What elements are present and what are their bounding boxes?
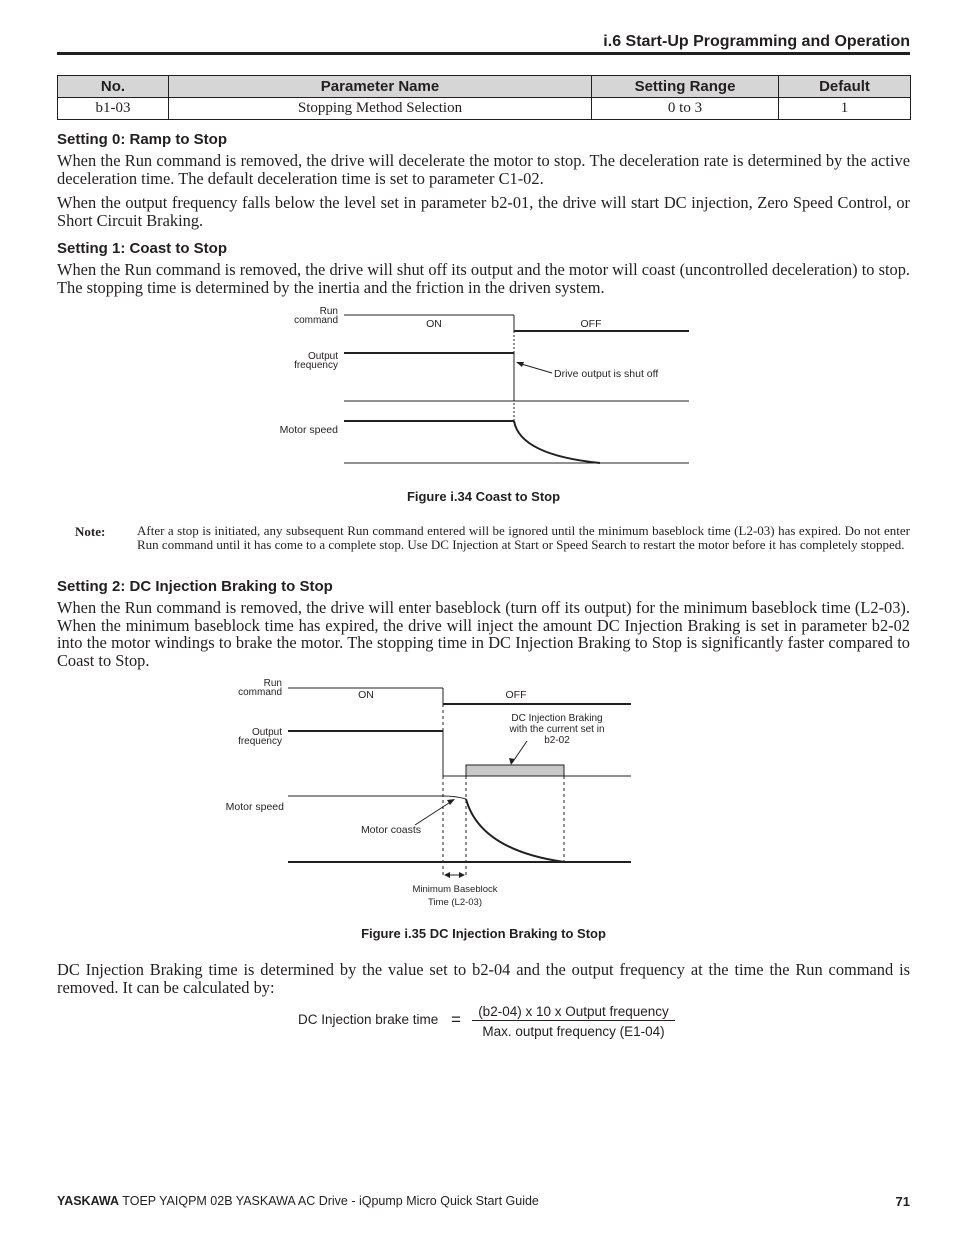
- formula-numerator: (b2-04) x 10 x Output frequency: [472, 1004, 675, 1021]
- baseblock-label-1: Minimum Baseblock: [412, 884, 498, 895]
- setting0-paragraph-1: When the Run command is removed, the drive will decelerate the motor to stop. The deceleration rate is determined by the active deceleration time. The default deceleration time is set to parameter C1-02.: [57, 151, 910, 188]
- coasts-arrow-line: [415, 801, 452, 825]
- dc-braking-label-3: b2-02: [544, 735, 570, 746]
- note-text: After a stop is initiated, any subsequent Run command entered will be ignored until the minimum baseblock time (L2-03) has expired. Do not enter Run command until it has come to a complete stop. Use DC Injection at Start or Speed Search to restart the motor before it has completely stopped.: [137, 523, 910, 553]
- motor-braking-curve: [466, 799, 564, 862]
- shutoff-label: Drive output is shut off: [554, 368, 659, 380]
- off-label: OFF: [505, 689, 527, 701]
- column-header-no: No.: [58, 76, 169, 98]
- cell-parameter-name: Stopping Method Selection: [169, 98, 592, 120]
- on-label: ON: [426, 318, 442, 330]
- run-command-label-2: command: [238, 687, 282, 698]
- formula-left-label: DC Injection brake time: [298, 1012, 439, 1027]
- column-header-parameter-name: Parameter Name: [169, 76, 592, 98]
- section-header: i.6 Start-Up Programming and Operation: [57, 33, 910, 55]
- cell-no: b1-03: [58, 98, 169, 120]
- setting0-paragraph-2: When the output frequency falls below the level set in parameter b2-01, the drive will start DC injection, Zero Speed Control, or Short Circuit Braking.: [57, 193, 910, 230]
- setting0-heading: Setting 0: Ramp to Stop: [57, 131, 227, 148]
- footer-document-title: [57, 1194, 539, 1208]
- shutoff-arrow-head: [516, 362, 524, 367]
- baseblock-label-2: Time (L2-03): [427, 897, 483, 908]
- output-frequency-label-1: Output: [251, 727, 282, 738]
- page-number: 71: [895, 1194, 910, 1209]
- figure-dc-injection-braking: [0, 670, 954, 915]
- formula-equals: =: [451, 1010, 461, 1029]
- run-command-label-2: command: [294, 315, 338, 326]
- output-frequency-label-2: frequency: [294, 360, 338, 371]
- footer-doc-text: TOEP YAIQPM 02B YASKAWA AC Drive - iQpump Micro Quick Start Guide: [119, 1194, 539, 1208]
- setting2-heading: Setting 2: DC Injection Braking to Stop: [57, 578, 333, 595]
- figure34-caption: Figure i.34 Coast to Stop: [406, 489, 561, 504]
- setting1-heading: Setting 1: Coast to Stop: [57, 240, 227, 257]
- column-header-setting-range: Setting Range: [592, 76, 779, 98]
- formula-denominator: Max. output frequency (E1-04): [482, 1024, 665, 1039]
- figure-coast-to-stop: [0, 0, 954, 480]
- run-command-label-1: Run: [319, 306, 338, 317]
- motor-speed-label: Motor speed: [279, 424, 338, 436]
- motor-speed-line: [288, 796, 466, 799]
- dc-time-paragraph: DC Injection Braking time is determined by the value set to b2-04 and the output frequency at the time the Run command is removed. It can be calculated by:: [57, 960, 910, 997]
- column-header-default: Default: [779, 76, 911, 98]
- baseblock-arrow-right: [459, 872, 465, 878]
- dc-label-arrow-head: [509, 758, 515, 765]
- dc-braking-label-2: with the current set in: [509, 724, 605, 735]
- output-frequency-label-2: frequency: [238, 736, 282, 747]
- motor-speed-label: Motor speed: [225, 801, 284, 813]
- output-frequency-label-1: Output: [307, 351, 338, 362]
- cell-setting-range: 0 to 3: [592, 98, 779, 120]
- cell-default: 1: [779, 98, 911, 120]
- figure35-caption: Figure i.35 DC Injection Braking to Stop: [361, 926, 606, 941]
- dc-braking-label-1: DC Injection Braking: [511, 713, 603, 724]
- note-label: Note:: [75, 524, 106, 539]
- motor-coasts-label: Motor coasts: [360, 824, 422, 836]
- on-label: ON: [358, 689, 374, 701]
- baseblock-arrow-left: [444, 872, 450, 878]
- dc-braking-block: [466, 765, 564, 776]
- coasts-arrow-head: [447, 799, 455, 805]
- setting2-paragraph-1: When the Run command is removed, the drive will enter baseblock (turn off its output) for the minimum baseblock time (L2-03). When the minimum baseblock time has expired, the drive will inject the amount DC Injection Braking is set in parameter b2-02 into the motor windings to brake the motor. The stopping time in DC Injection Braking to Stop is significantly faster compared to Coast to Stop.: [57, 598, 910, 670]
- off-label: OFF: [580, 318, 602, 330]
- motor-coast-curve: [514, 421, 600, 463]
- setting1-paragraph-1: When the Run command is removed, the drive will shut off its output and the motor will coast (uncontrolled deceleration) to stop. The stopping time is determined by the inertia and the friction in the driven system.: [57, 260, 910, 297]
- shutoff-arrow-line: [518, 363, 552, 373]
- run-command-label-1: Run: [263, 678, 282, 689]
- footer-brand: YASKAWA: [57, 1194, 120, 1208]
